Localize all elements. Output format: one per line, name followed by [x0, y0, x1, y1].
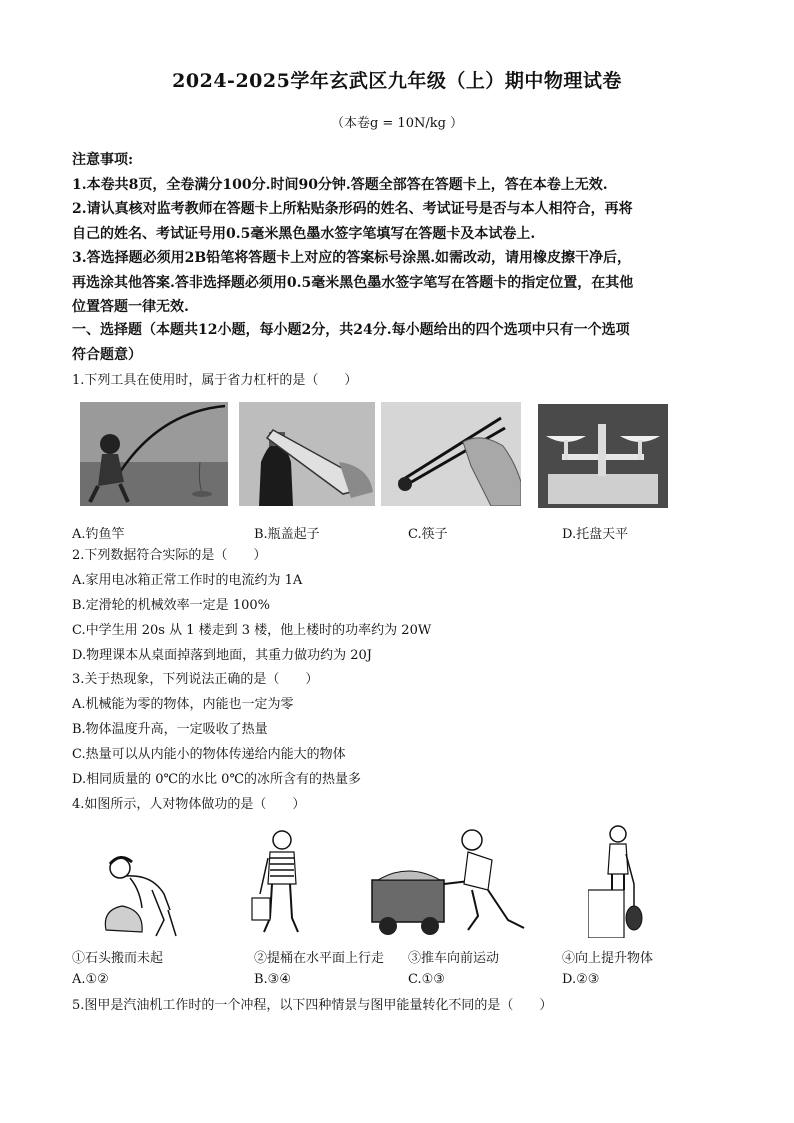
q1-option-b[interactable]: B.瓶盖起子: [254, 527, 320, 542]
notes-line: 1.本卷共8页，全卷满分100分.时间90分钟.答题全部答在答题卡上，答在本卷上无效.: [72, 176, 608, 193]
notes-heading: 注意事项:: [72, 152, 134, 168]
balance-scale-picture: [538, 404, 668, 508]
q4-caption-1: ①石头搬而未起: [72, 951, 164, 966]
exam-title: 2024-2025学年玄武区九年级（上）期中物理试卷: [172, 70, 622, 92]
notes-line: 再选涂其他答案.答非选择题必须用0.5毫米黑色墨水签字笔写在答题卡的指定位置，在其他: [72, 274, 634, 291]
q4-stem: 4.如图所示，人对物体做功的是（ ）: [72, 797, 306, 812]
notes-line: 自己的姓名、考试证号用0.5毫米黑色墨水签字笔填写在答题卡及本试卷上.: [72, 225, 536, 242]
q4-caption-3: ③推车向前运动: [408, 951, 500, 966]
q4-option-b[interactable]: B.③④: [254, 972, 291, 987]
q4-caption-2: ②提桶在水平面上行走: [254, 951, 385, 966]
q4-option-c[interactable]: C.①③: [408, 972, 445, 987]
section-heading: [72, 318, 724, 367]
notes-line: 3.答选择题必须用2B铅笔将答题卡上对应的答案标号涂黑.如需改动，请用橡皮擦干净后，: [72, 250, 632, 266]
q3-option-b[interactable]: B.物体温度升高，一定吸收了热量: [72, 722, 268, 737]
q1-option-d[interactable]: D.托盘天平: [562, 527, 629, 542]
lifting-object-picture: [588, 824, 648, 938]
q1-option-c[interactable]: C.筷子: [408, 527, 448, 542]
q4-option-a[interactable]: A.①②: [72, 972, 109, 987]
q2-option-b[interactable]: B.定滑轮的机械效率一定是 100%: [72, 598, 270, 613]
bottle-opener-picture: [239, 402, 375, 506]
notes-line: 位置答题一律无效.: [72, 299, 189, 315]
q4-options: [72, 972, 712, 992]
q4-captions: [72, 947, 712, 967]
exam-subtitle: （本卷g = 10N/kg ）: [330, 116, 464, 131]
section-heading-line: 一、选择题（本题共12小题，每小题2分，共24分.每小题给出的四个选项中只有一个选项: [72, 322, 630, 338]
q1-stem: 1.下列工具在使用时，属于省力杠杆的是（ ）: [72, 373, 358, 388]
notes-line: 2.请认真核对监考教师在答题卡上所粘贴条形码的姓名、考试证号是否与本人相符合，再将: [72, 201, 633, 217]
fishing-rod-picture: [80, 402, 228, 506]
section-heading-line: 符合题意）: [72, 346, 142, 363]
q1-options: [72, 523, 712, 543]
q2-option-c[interactable]: C.中学生用 20s 从 1 楼走到 3 楼，他上楼时的功率约为 20W: [72, 623, 432, 638]
chopsticks-picture: [381, 402, 521, 506]
q4-caption-4: ④向上提升物体: [562, 951, 654, 966]
carrying-bucket-picture: [250, 828, 310, 938]
notes-block: [72, 148, 724, 320]
q3-option-d[interactable]: D.相同质量的 0℃的水比 0℃的冰所含有的热量多: [72, 772, 361, 787]
q2-option-a[interactable]: A.家用电冰箱正常工作时的电流约为 1A: [72, 573, 303, 588]
q3-option-a[interactable]: A.机械能为零的物体，内能也一定为零: [72, 697, 294, 712]
q3-stem: 3.关于热现象，下列说法正确的是（ ）: [72, 672, 319, 687]
q1-option-a[interactable]: A.钓鱼竿: [72, 527, 125, 542]
q3-option-c[interactable]: C.热量可以从内能小的物体传递给内能大的物体: [72, 747, 346, 762]
lifting-stone-picture: [92, 850, 184, 938]
q4-option-d[interactable]: D.②③: [562, 972, 600, 987]
q2-option-d[interactable]: D.物理课本从桌面掉落到地面，其重力做功约为 20J: [72, 648, 372, 663]
q5-stem: 5.图甲是汽油机工作时的一个冲程，以下四种情景与图甲能量转化不同的是（ ）: [72, 998, 553, 1013]
q2-stem: 2.下列数据符合实际的是（ ）: [72, 548, 267, 563]
pushing-cart-picture: [368, 824, 536, 938]
